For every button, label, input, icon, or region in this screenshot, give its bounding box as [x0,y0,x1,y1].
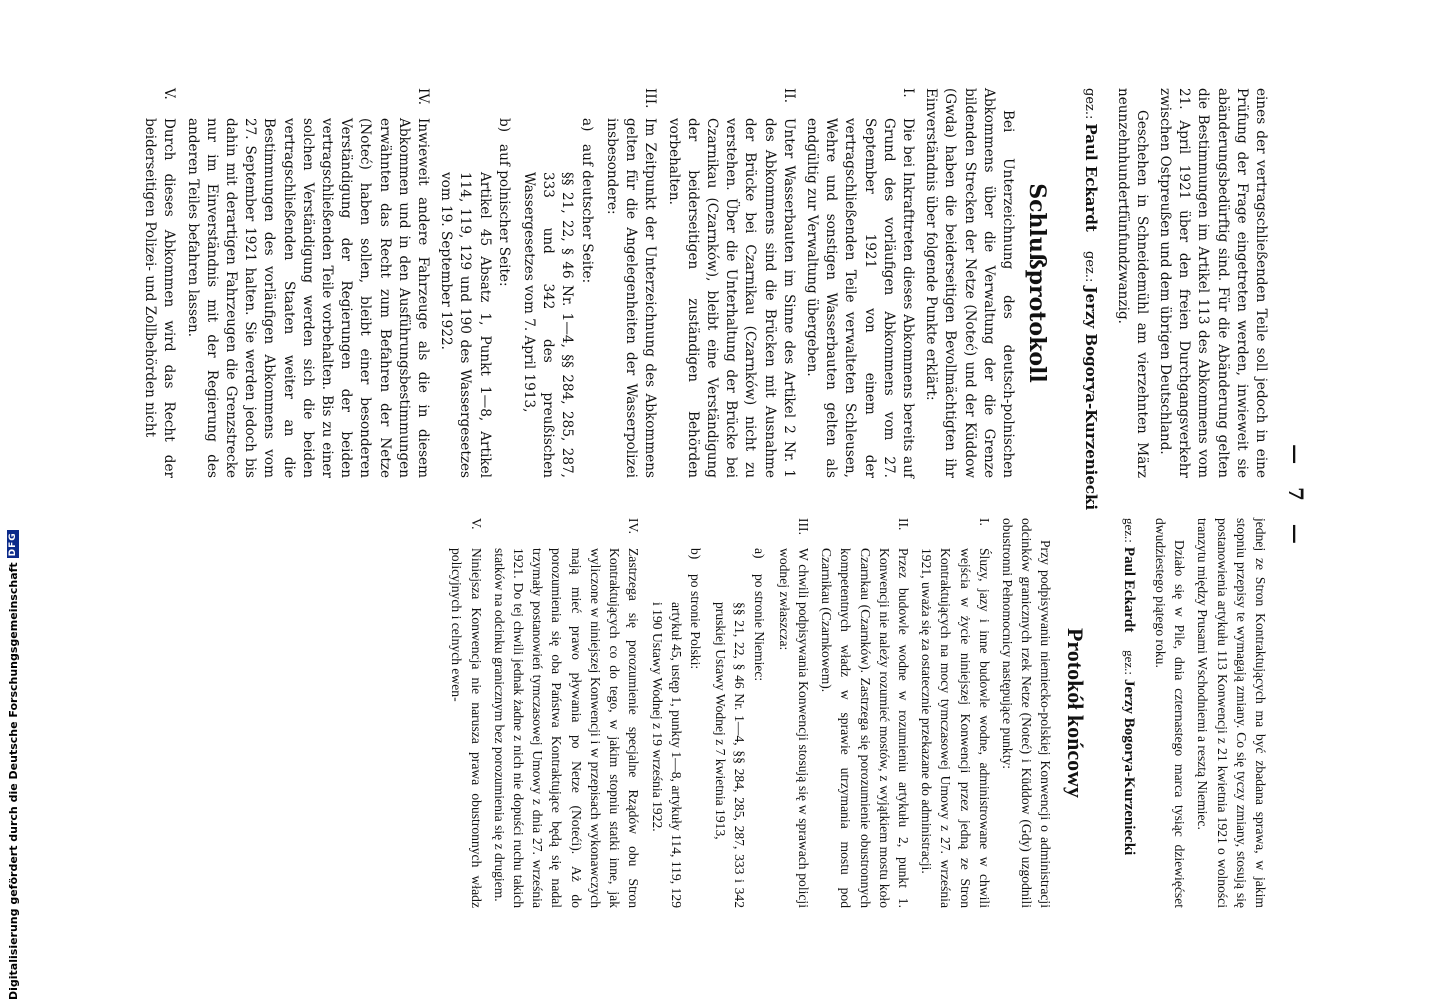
polish-item-5 [447,518,485,908]
polish-sig-prefix-2: gez.: [1121,650,1137,675]
german-sub-a-label: a) [578,118,595,132]
polish-item-2 [817,518,913,908]
polish-preamble: Przy podpisywaniu niemiecko-polskiej Konwencji o administracji odcinków granicznych rzek Netze (Noteć) i Küddow (Gdy) uzgodnili obustronni Pełnomocnicy następujące punkty: [999,518,1054,908]
german-item-5-text: Durch dieses Abkommen wird das Recht der beiderseitigen Polizei- und Zollbehörden nicht [142,118,178,478]
polish-item-5-num: V. [468,518,484,530]
german-item-2-num: II. [780,88,797,104]
german-item-5-num: V. [161,88,178,100]
polish-heading: Protokół końcowy [1062,627,1088,799]
polish-place-date: Działo się w Pile, dnia czternastego marca tysiąc dziewięćset dwudziestego piątego roku. [1152,518,1188,908]
page-number: — 7 — [1284,444,1308,552]
german-item-1-text: Die bei Inkrafttreten dieses Abkommens bereits auf Grund des vorläufigen Abkommens vom 27. September 1921 von einem der vertragschließenden Teile verwalteten Schleusen, Wehre und sonstigen Wasserbauten gelten als endgültig zur Verwaltung übergeben. [803,118,916,478]
polish-sub-a-label: a) [751,548,767,559]
german-sub-b [494,88,513,478]
german-sig-prefix-2: gez.: [1082,251,1098,283]
polish-item-1-text: Śluzy, jazy i inne budowle wodne, administrowane w chwili wejścia w życie niniejszej Konwencji przez jedną ze Stron Kontraktujących na mocy tymczasowej Umowy z 27. września 1921, uważa się za ostatecznie przekazane do administracji. [919,548,992,908]
german-item-2 [663,88,797,478]
german-item-2-text: Unter Wasserbauten im Sinne des Artikel 2 Nr. 1 des Abkommens sind die Brücken mit Ausnahme der Brücke bei Czarnikau (Czarnków) nicht zu verstehen. Über die Unterhaltung der Brücke bei Czarnikau (Czarnków), bleibt eine Verständigung der beiderseitigen zuständigen Behörden vorbehalten. [665,118,797,478]
polish-sub-b-text: artykuł 45, ustęp 1, punkty 1—8, artykuły 114, 119, 129 i 190 Ustawy Wodnej z 19 września 1922. [649,602,684,908]
document-page [104,88,1308,908]
dfg-logo: DFG [8,532,18,557]
polish-sub-b-title: po stronie Polski: [687,574,703,670]
funding-footer-text: Digitalisierung gefördert durch die Deutsche Forschungsgemeinschaft [6,562,20,1000]
german-sig-prefix-1: gez.: [1082,88,1098,120]
polish-item-5-text: Niniejsza Konwencja nie narusza prawa obustronnych władz policyjnych i celnych ewen- [449,548,484,908]
polish-sig-prefix-1: gez.: [1121,518,1137,543]
polish-signature-kurzeniecki: Jerzy Bogorya-Kurzeniecki [1120,679,1137,856]
german-sub-a-title: auf deutscher Seite: [578,144,595,284]
german-item-1 [802,88,917,478]
german-item-4 [182,88,432,478]
polish-intro-text: jednej ze Stron Kontraktujących ma być zbadana sprawa, w jakim stopniu przepisy te wymagają zmiany. Co się tyczy zmiany, stosują się postanowienia artykułu 113 Konwencji z 21 kwietnia 1921 o wolności tranzytu między Prusami Wschodniemi a resztą Niemiec. [1195,518,1268,908]
german-signature-eckardt: Paul Eckardt [1082,123,1101,232]
polish-sub-a [749,518,768,908]
german-item-4-num: IV. [415,88,432,106]
polish-signatures [1119,518,1139,908]
german-sub-a [577,88,596,478]
polish-item-1 [917,518,994,908]
polish-signature-eckardt: Paul Eckardt [1120,546,1137,633]
polish-item-3-text: W chwili podpisywania Konwencji stosują się w sprawach policji wodnej zwłaszcza: [776,548,811,908]
german-item-5 [140,88,178,478]
polish-sub-a-title: po stronie Niemiec: [751,574,767,682]
german-item-4-text: Inwieweit andere Fahrzeuge als die in diesem Abkommen und in den Ausführungsbestimmungen erwähnten das Recht zum Befahren der Netze (Noteć) haben sollen, bleibt einer besonderen Verständigung der Regierungen der beiden vertragschließenden Teile vorbehalten. Bis zu einer solchen Verständigung werden sich die beiden vertragschließenden Staaten weiter an die Bestimmungen des vorläufigen Abkommens vom 27. September 1921 halten. Sie werden jedoch bis dahin mit derartigen Fahrzeugen die Grenzstrecke nur im Einverständnis mit der Regierung des anderen Teiles befahren lassen. [184,118,432,478]
polish-sub-b-label: b) [687,548,703,560]
polish-item-2-num: II. [895,518,911,531]
german-item-3-text: Im Zeitpunkt der Unterzeichnung des Abkommens gelten für die Angelegenheiten der Wasserpolizei insbesondere: [603,118,659,478]
german-sub-b-text: Artikel 45 Absatz 1, Punkt 1—8, Artikel 114, 119, 129 und 190 des Wassergesetzes vom 19. September 1922. [438,172,493,478]
polish-column [447,518,1270,908]
german-item-3-num: III. [642,88,659,109]
polish-item-3-num: III. [795,518,811,535]
german-heading: Schlußprotokoll [1024,183,1051,383]
german-item-1-num: I. [899,88,916,98]
german-sub-b-label: b) [495,118,512,133]
german-intro-text: eines der vertragschließenden Teile soll jedoch in eine Prüfung der Frage eingetreten werden, inwieweit sie abänderungsbedürftig sind. Für die Abänderung gelten die Bestimmungen im Artikel 113 des Abkommens vom 21. April 1921 über den freien Durchgangsverkehr zwischen Ostpreußen und dem übrigen Deutschland. [1156,88,1269,478]
polish-sub-b [686,518,705,908]
polish-item-4-text: Zastrzega się porozumienie specjalne Rządów obu Stron Kontraktujących co do tego, w jakim stopniu statki inne, jak wyliczone w niniejszej Konwencji i w przepisach wykonawczych mają mieć prawo pływania po Netze (Noteći). Aż do porozumienia się oba Państwa Kontraktujące będą się nadal trzymały postanowień tymczasowej Umowy z dnia 27. września 1921. Do tej chwili jednak żadne z nich nie dopuści ruchu takich statków na odcinku granicznym bez porozumienia się z drugiem. [491,548,642,908]
polish-sub-a-text: §§ 21, 22, § 46 Nr. 1—4, §§ 284, 285, 287, 333 i 342 pruskiej Ustawy Wodnej z 7 kwietnia 1913, [713,602,748,908]
german-preamble: Bei Unterzeichnung des deutsch-polnischen Abkommens über die Verwaltung der die Grenze bildenden Strecken der Netze (Noteć) und der Küddow (Gwda) haben die beiderseitigen Bevollmächtigten ihr Einverständnis über folgende Punkte erklärt: [923,88,1016,478]
polish-item-3 [775,518,813,908]
german-sub-b-title: auf polnischer Seite: [495,144,512,287]
german-signatures [1080,88,1101,511]
german-signature-kurzeniecki: Jerzy Bogorya-Kurzeniecki [1082,286,1101,511]
german-sub-a-text: §§ 21, 22, § 46 Nr. 1—4, §§ 284, 285, 287, 333 und 342 des preußischen Wassergesetzes vom 7. April 1913, [521,172,576,478]
german-column [140,88,1270,511]
polish-item-4-num: IV. [626,518,642,534]
polish-item-4 [490,518,644,908]
funding-footer [2,0,24,1000]
german-place-date: Geschehen in Schneidemühl am vierzehnten März neunzehnhundertfünfundzwanzig. [1114,88,1150,478]
polish-item-2-text: Przez budowle wodne w rozumieniu artykułu 2, punkt 1. Konwencji nie należy rozumieć mostów, z wyjątkiem mostu koło Czarnkau (Czarnków). Zastrzega się porozumienie obustronnych kompetentnych władz w sprawie utrzymania mostu pod Czarnikau (Czarnkowem). [819,548,911,908]
german-item-3 [602,88,660,478]
polish-item-1-num: I. [976,518,992,526]
